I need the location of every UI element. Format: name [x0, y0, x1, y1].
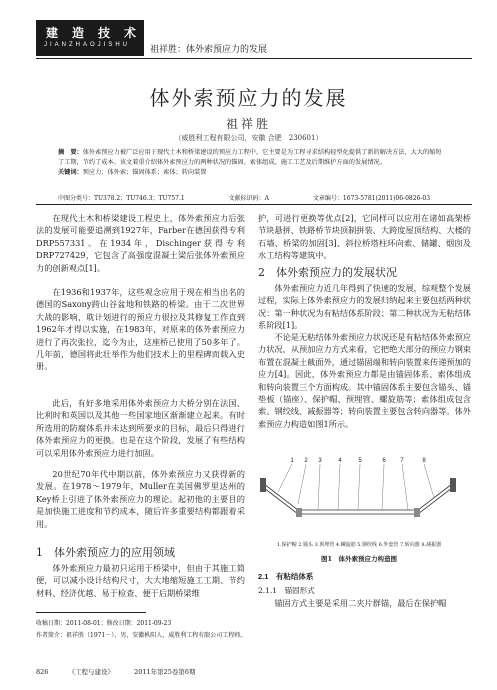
author-name: 祖祥胜 [225, 117, 271, 131]
fig-number-8: 8 [422, 458, 426, 464]
article-title: 体外索预应力的发展 [149, 86, 348, 110]
header-rule [36, 58, 472, 59]
page-number: 826 [36, 668, 49, 676]
received-date: 收稿日期：2011-08-01；修改日期：2011-09-23 [36, 620, 172, 627]
right-paragraph-4: 锚固方式主要是采用二夹片群锚，最后在保护帽 [274, 598, 447, 608]
left-paragraph-5: 体外索预应力最初只运用于桥梁中，但由于其施工简便，可以减小设计结构尺寸，大大地缩短施工工期、节约材料、经济优越、易于检查、便于后期桥梁维 [36, 563, 245, 598]
column-name: 建造技术 [46, 26, 151, 40]
fig-number-5: 5 [358, 458, 362, 464]
anchor-left [260, 478, 266, 492]
figure-1-caption: 图1 体外索预应力构造图 [320, 555, 398, 563]
column-badge [36, 20, 151, 56]
journal-name: 《工程与建设》 [68, 668, 114, 676]
left-paragraph-1: 在现代土木和桥梁建设工程史上，体外索预应力后张法的发展可能要追溯到1927年，Farber在德国获得专利DRP557331。在1934年，Dischinger获得专利DRP727429，它包含了高强度混凝土梁后张体外索预应力的创新观点[1]。 [36, 213, 245, 273]
affiliation: （威胜利工程有限公司，安徽 合肥 230601） [174, 134, 323, 142]
footnote-rule [36, 612, 146, 613]
keywords-text: 预应力；体外索；锚固体系；索体；转向装置 [82, 169, 207, 176]
fig-number-2: 2 [304, 458, 308, 464]
fig-number-1: 1 [290, 458, 294, 464]
article-number: 文章编号：1673-5781(2011)06-0826-03 [312, 195, 431, 202]
column-pinyin: JIANZHAOJISHU [44, 42, 131, 48]
left-paragraph-2: 在1936和1937年，这些观念应用于现在相当出名的德国的Saxony跨山谷盆地和铁路的桥梁。由于二次世界大战的影响，耽计划进行的预应力很拉及其修复工作直到1962年才得以实施，在1983年，对原来的体外索预应力进行了再次张拉，迄今为止，这座桥已使用了50多年了。几年前，德国将此壮举作为他们技术上的里程碑而载入史册。 [36, 287, 245, 372]
left-paragraph-3: 此后，有好多地采用体外索预应力大桥分别在法国、比利时和英国以及其他一些国家地区渐渐建立起来。有时所选用的防腐体系并未达到所要求的目标，最后只得进行体外索预应力的更换。也是在这个阶段，发展了有些结构可以采用体外索预应力进行加固。 [36, 398, 245, 458]
fig-number-3: 3 [318, 458, 322, 464]
left-paragraph-4: 20世纪70年代中期以前，体外索预应力又获得新的发展。在1978～1979年，Muller在美国佛罗里达州的Key桥上引进了体外索预应力的理论。起初他的主要目的是加快施工进度和节约成本，随后许多重要结构都跟着采用。 [36, 469, 245, 529]
section-2-1-heading: 2.1 有粘结体系 [258, 572, 314, 581]
leader-lines [278, 464, 434, 510]
fig-number-4: 4 [338, 458, 342, 464]
author-bio: 作者简介：祖祥胜（1971－），男，安徽枞阳人，威胜利工程有限公司工程师。 [36, 632, 247, 639]
abstract-label: 摘 要： [58, 149, 83, 156]
abstract-text: 体外索预应力被广泛应用于现代土木和桥梁建设的预应力工程中，它主要是为工程寻求结构轻型化提供了新的解决方法，大大的缩短了工期，节约了成本。该文着重介绍体外索预应力的两种状况的锚固、索体组成、施工工艺及后期维护方面的发展情况。 [58, 149, 442, 166]
section-2-heading: 2 体外索预应力的发展状况 [258, 266, 397, 279]
clc-number: 中图分类号：TU378.2；TU746.3；TU757.1 [58, 195, 185, 202]
figure-1-diagram [258, 452, 458, 548]
document-code: 文献标识码：A [228, 195, 269, 202]
classification-row [58, 193, 472, 202]
section-1-heading: 1 体外索预应力的应用领域 [36, 546, 175, 559]
figure-1-legend: 1.保护帽 2.锚头 3.预埋管 4.螺旋筋 5.钢绞线 6.外套管 7.转向器 8.减振器 [276, 542, 442, 548]
right-paragraph-1: 护，可进行更换等优点[2]，它同样可以应用在诸如高架桥节块悬拼、铁路桥节块顶制拼装、大跨度屋顶结构、大楼的石墙、桥梁的加固[3]、斜拉桥塔柱环向索、储罐、烟囱及水工结构等建筑中。 [258, 213, 471, 261]
abstract [58, 148, 444, 178]
right-paragraph-2: 体外索预应力近几年得到了快速的发展，综观整个发展过程，实际上体外索预应力的发展归纳起来主要包括两种状况：第一种状况为有粘结体系阶段；第二种状况为无粘结体系阶段[1]。 [258, 283, 471, 331]
meta-rule [36, 204, 472, 205]
deviator-left [296, 508, 302, 517]
deviator-right [414, 508, 420, 517]
fig-number-7: 7 [400, 458, 404, 464]
running-title: 祖祥胜：体外索预应力的发展 [150, 45, 268, 55]
page-footer [36, 667, 214, 676]
right-paragraph-3: 不论是无粘结体外索预应力状况还是有粘结体外索预应力状况，从预加应力方式来看，它把绝大部分的预应力钢束布置在混凝土截面外，通过锚固端和转向装置来传递预加的应力[4]。因此，体外索预应力都是由锚固体系、索体组成和转向装置三个方面构成。其中锚固体系主要包含锚头、锚垫板（锚座）、保护帽、预埋管、螺旋筋等；索体组成包含索、钢绞线、减振器等；转向装置主要包含转向器等。体外索预应力构造如图1所示。 [258, 332, 471, 429]
anchor-right [450, 478, 456, 492]
fig-number-6: 6 [382, 458, 386, 464]
section-2-1-1-heading: 2.1.1 锚固形式 [258, 586, 315, 595]
keywords-label: 关键词： [58, 169, 83, 176]
issue-info: 2011年第25卷第6期 [134, 668, 196, 676]
